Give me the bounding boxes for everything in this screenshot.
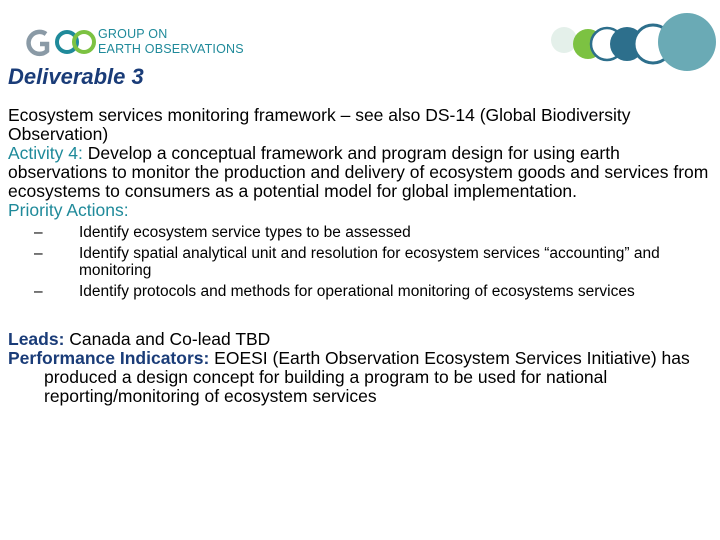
leads-text: Canada and Co-lead TBD [64,329,271,349]
priority-label: Priority Actions: [8,200,129,220]
deco-circle-pale [551,27,577,53]
activity-label: Activity 4: [8,143,83,163]
dash-marker: – [34,224,43,241]
list-item [8,224,720,241]
deco-circle-teal [658,13,716,71]
leads-paragraph [8,330,720,349]
activity-paragraph [8,144,720,201]
logo-line-1: GROUP ON [98,27,168,41]
performance-paragraph [8,349,720,406]
list-item [8,283,720,300]
slide-title: Deliverable 3 [8,64,144,89]
spacer [8,304,720,330]
list-item-text: Identify ecosystem service types to be assessed [79,224,411,241]
dash-marker: – [34,245,43,262]
priority-actions-list [8,224,720,300]
intro-text: Ecosystem services monitoring framework – see also DS-14 (Global Biodiversity Observation) [8,105,631,144]
list-item-text: Identify spatial analytical unit and resolution for ecosystem services “accounting” and monitoring [79,245,660,279]
slide-content [8,106,720,406]
logo-letter-g [29,32,47,54]
activity-text: Develop a conceptual framework and program design for using earth observations to monitor the production and delivery of ecosystem goods and services from ecosystems to consumers as a potential model for global implementation. [8,143,709,201]
logo-text [98,27,244,56]
performance-text: EOESI (Earth Observation Ecosystem Services Initiative) has produced a design concept for building a program to be used for national reporting/monitoring of ecosystem services [44,348,690,406]
decorative-circles [540,8,720,76]
logo-line-2: EARTH OBSERVATIONS [98,41,244,56]
list-item-text: Identify protocols and methods for operational monitoring of ecosystems services [79,283,635,300]
performance-label: Performance Indicators: [8,348,210,368]
leads-label: Leads: [8,329,65,349]
list-item [8,245,720,279]
dash-marker: – [34,283,43,300]
